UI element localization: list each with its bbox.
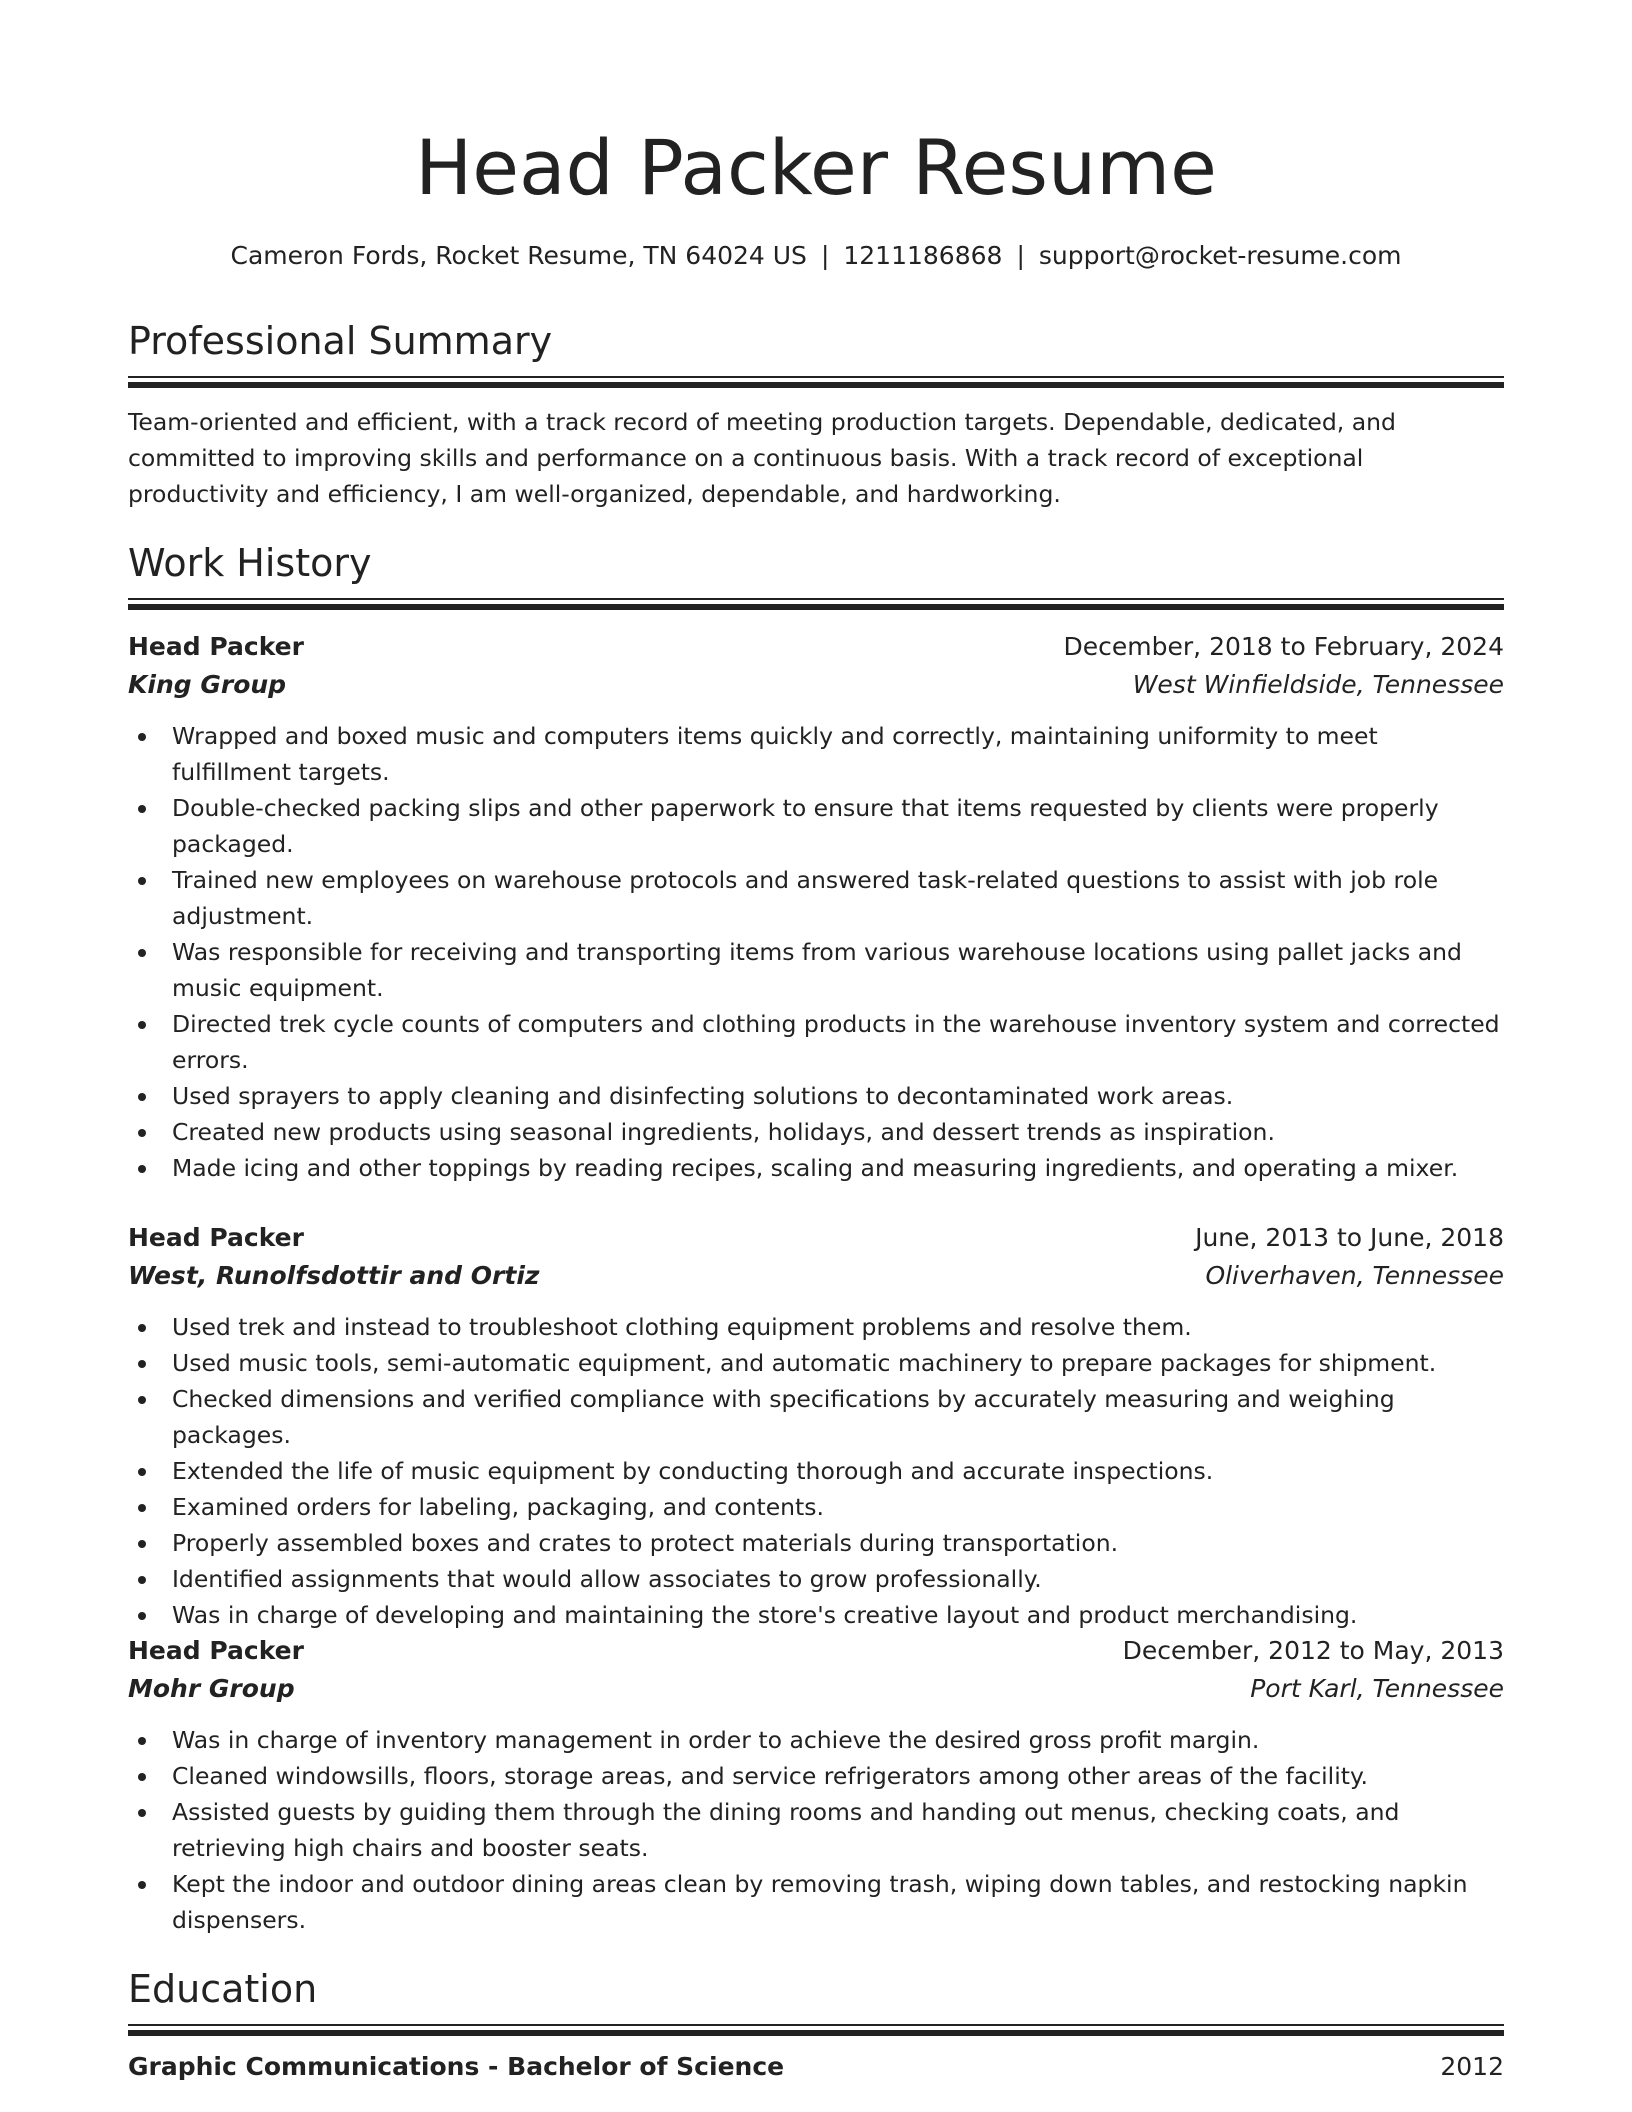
section-rule-thin <box>128 376 1504 378</box>
education-year: 2012 <box>1440 2052 1504 2081</box>
contact-line <box>128 240 1504 272</box>
list-item: Examined orders for labeling, packaging, and contents. <box>172 1489 1504 1525</box>
list-item: Directed trek cycle counts of computers and clothing products in the warehouse inventory system and corrected errors. <box>172 1006 1504 1078</box>
list-item: Kept the indoor and outdoor dining areas clean by removing trash, wiping down tables, and restocking napkin dispensers. <box>172 1866 1504 1938</box>
list-item: Used music tools, semi-automatic equipment, and automatic machinery to prepare packages for shipment. <box>172 1345 1504 1381</box>
education-section <box>128 1966 1504 2081</box>
section-title-summary: Professional Summary <box>128 319 553 363</box>
job-title: Head Packer <box>128 632 304 661</box>
work-section <box>128 540 1504 588</box>
contact-separator: | <box>1016 241 1025 270</box>
list-item: Was in charge of developing and maintaining the store's creative layout and product merchandising. <box>172 1597 1504 1633</box>
list-item: Trained new employees on warehouse protocols and answered task-related questions to assist with job role adjustment. <box>172 862 1504 934</box>
list-item: Cleaned windowsills, floors, storage areas, and service refrigerators among other areas of the facility. <box>172 1758 1504 1794</box>
job-company: King Group <box>128 670 287 699</box>
section-title-education: Education <box>128 1967 318 2011</box>
job-entry <box>128 1632 1504 1938</box>
job-entry <box>128 1219 1504 1633</box>
list-item: Assisted guests by guiding them through the dining rooms and handing out menus, checking coats, and retrieving high chairs and booster seats. <box>172 1794 1504 1866</box>
education-degree: Graphic Communications - Bachelor of Science <box>128 2052 785 2081</box>
job-title: Head Packer <box>128 1636 304 1665</box>
contact-email: support@rocket-resume.com <box>1038 241 1402 270</box>
summary-section <box>128 318 1504 508</box>
section-title-work: Work History <box>128 541 372 585</box>
job-dates: December, 2018 to February, 2024 <box>1063 632 1504 661</box>
job-entry <box>128 628 1504 1186</box>
job-bullets <box>128 1309 1504 1633</box>
contact-address: Cameron Fords, Rocket Resume, TN 64024 US <box>230 241 807 270</box>
summary-text: Team-oriented and efficient, with a track record of meeting production targets. Dependable, dedicated, and committed to improving skills and performance on a continuous basis. With a track record of exceptional productivity and efficiency, I am well-organized, dependable, and hardworking. <box>128 408 1396 508</box>
job-title: Head Packer <box>128 1223 304 1252</box>
job-bullets <box>128 718 1504 1186</box>
section-rule-thick <box>128 382 1504 388</box>
list-item: Made icing and other toppings by reading recipes, scaling and measuring ingredients, and operating a mixer. <box>172 1150 1504 1186</box>
list-item: Was responsible for receiving and transporting items from various warehouse locations using pallet jacks and music equipment. <box>172 934 1504 1006</box>
contact-phone: 1211186868 <box>843 241 1003 270</box>
job-location: Port Karl, Tennessee <box>1250 1674 1504 1703</box>
section-rule-thin <box>128 598 1504 600</box>
job-dates: December, 2012 to May, 2013 <box>1122 1636 1504 1665</box>
list-item: Used trek and instead to troubleshoot clothing equipment problems and resolve them. <box>172 1309 1504 1345</box>
section-rule-thick <box>128 2030 1504 2036</box>
contact-separator: | <box>820 241 830 270</box>
resume-name: Head Packer Resume <box>415 123 1217 212</box>
section-rule-thin <box>128 2024 1504 2026</box>
list-item: Created new products using seasonal ingredients, holidays, and dessert trends as inspiration. <box>172 1114 1504 1150</box>
list-item: Checked dimensions and verified compliance with specifications by accurately measuring and weighing packages. <box>172 1381 1504 1453</box>
job-company: Mohr Group <box>128 1674 295 1703</box>
list-item: Wrapped and boxed music and computers items quickly and correctly, maintaining uniformity to meet fulfillment targets. <box>172 718 1504 790</box>
list-item: Identified assignments that would allow associates to grow professionally. <box>172 1561 1504 1597</box>
list-item: Was in charge of inventory management in order to achieve the desired gross profit margin. <box>172 1722 1504 1758</box>
list-item: Extended the life of music equipment by conducting thorough and accurate inspections. <box>172 1453 1504 1489</box>
list-item: Used sprayers to apply cleaning and disinfecting solutions to decontaminated work areas. <box>172 1078 1504 1114</box>
job-dates: June, 2013 to June, 2018 <box>1195 1223 1504 1252</box>
list-item: Double-checked packing slips and other paperwork to ensure that items requested by clients were properly packaged. <box>172 790 1504 862</box>
list-item: Properly assembled boxes and crates to protect materials during transportation. <box>172 1525 1504 1561</box>
job-location: West Winfieldside, Tennessee <box>1132 670 1504 699</box>
job-bullets <box>128 1722 1504 1938</box>
job-location: Oliverhaven, Tennessee <box>1205 1261 1504 1290</box>
section-rule-thick <box>128 604 1504 610</box>
job-company: West, Runolfsdottir and Ortiz <box>128 1261 540 1290</box>
